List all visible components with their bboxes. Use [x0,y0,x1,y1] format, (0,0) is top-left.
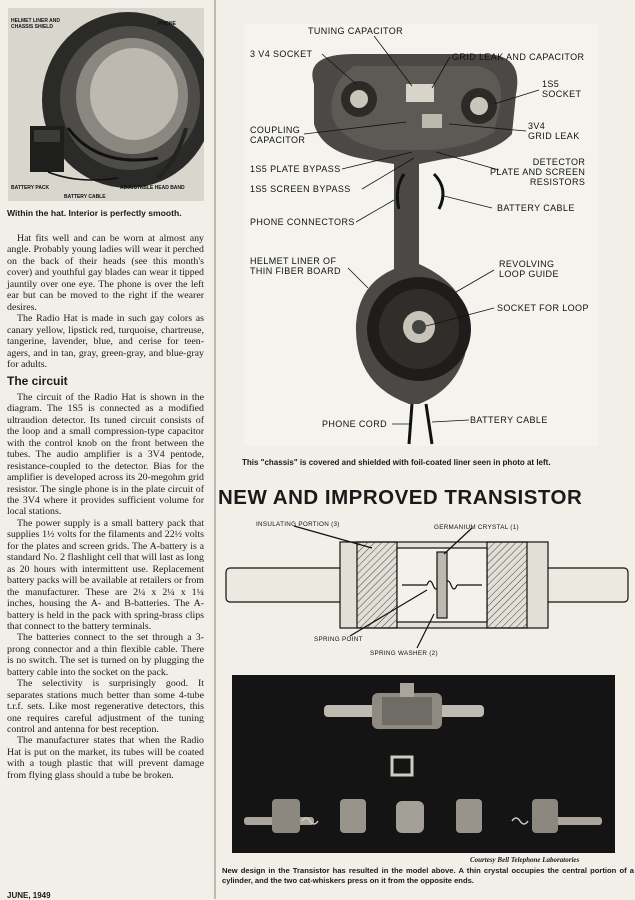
article-paragraph: The selectivity is surprisingly good. It separates stations much better than some 4-tube t.r.f. sets. Like most regenerative detectors, this one requires careful adjustment of the tuning control and antenna for best reception. [7,678,204,736]
battery-cable-label: BATTERY CABLE [64,194,106,200]
socket-1s5-line1: 1S5 [542,79,560,89]
battery-pack-label: BATTERY PACK [11,185,50,191]
battery-cable-bottom-label: BATTERY CABLE [470,415,548,425]
article-paragraph: Hat fits well and can be worn at almost any angle. Probably young ladies will wear it perched on the back of their heads (see this month's cover) and youthful gay blades can wear it tipped jauntily over one eye. The phone is over the left ear but can be moved to the right if the wearer desires. [7,233,204,313]
detector-line2: PLATE AND SCREEN [490,167,586,177]
article-paragraph: The Radio Hat is made in such gay colors as canary yellow, lipstick red, turquoise, chartreuse, tangerine, lavender, blue, and cerise for teen-agers, and in tan, gray, green-gray, and blue-gray for adults. [7,313,204,370]
detector-resistors-label [490,157,585,187]
battery-cable-label: BATTERY CABLE [497,203,575,213]
revolving-loop-guide-label [499,259,559,279]
chassis-photo-caption: This "chassis" is covered and shielded with foil-coated liner seen in photo at left. [242,458,551,467]
coupling-capacitor-label [250,125,305,145]
grid-leak-3v4-label [528,121,580,141]
germanium-crystal-label: GERMANIUM CRYSTAL (1) [434,524,519,531]
article-paragraph: The power supply is a small battery pack that supplies 1½ volts for the filaments and 22½ volts for the plates and screen grids. The A-battery is a standard No. 2 flashlight cell that will last as long as 20 hours with intermittent use. Replacement battery packs will be available at retailers or from the manufacturer. These are 2¼ x 2¼ x 1¼ inches, housing the A- and B-batteries. The A-battery is held in the pack with spring-brass clips that connect to the battery terminals. [7,517,204,632]
socket-1s5-line2: SOCKET [542,89,582,99]
detector-line3: RESISTORS [529,177,586,187]
helmet-liner-line2: THIN FIBER BOARD [250,266,341,276]
transistor-parts-photo [232,675,615,853]
plate-bypass-label: 1S5 PLATE BYPASS [250,164,341,174]
revolving-line1: REVOLVING [499,259,555,269]
socket-for-loop-label: SOCKET FOR LOOP [497,303,589,313]
article-paragraph: The circuit of the Radio Hat is shown in the diagram. The 1S5 is connected as a modified ultraudion detector. Its tuned circuit consists of the loop and a small compression-type capacitor with the control knob on the front between the tubes. The audio amplifier is a 3V4 pentode, resistance-coupled to the detector. Bias for the amplifier is developed across its 20-megohm grid resistor. The single phone is in the plate circuit of the 3V4 where it provides sufficient volume for local stations. [7,391,204,518]
article-paragraph: The batteries connect to the set through a 3-prong connector and a thin flexible cable. There is no switch. The set is turned on by plugging the battery cable into the socket on the pack. [7,632,204,678]
page-footer: JUNE, 1949 [7,891,51,900]
insulating-portion-label: INSULATING PORTION (3) [256,521,340,528]
socket-3v4-label: 3 V4 SOCKET [250,49,313,59]
screen-bypass-label: 1S5 SCREEN BYPASS [250,184,351,194]
spring-washer-label: SPRING WASHER (2) [370,650,438,657]
hat-illustration [8,8,204,201]
transistor-headline: NEW AND IMPROVED TRANSISTOR [218,486,583,509]
transistor-cross-section-diagram [222,518,632,663]
coupling-capacitor-line1: COUPLING [250,125,301,135]
coupling-capacitor-line2: CAPACITOR [250,135,306,145]
spring-point-label: SPRING POINT [314,636,363,643]
section-heading: The circuit [7,374,68,389]
transistor-parts-illustration [232,675,615,853]
grid-leak-3v4-line2: GRID LEAK [528,131,580,141]
socket-1s5-label [542,79,581,99]
radio-hat-interior-photo [8,8,204,201]
detector-line1: DETECTOR [532,157,586,167]
grid-leak-capacitor-label: GRID LEAK AND CAPACITOR [452,52,585,62]
phone-label: PHONE [158,21,176,27]
revolving-line2: LOOP GUIDE [499,269,559,279]
phone-connectors-label: PHONE CONNECTORS [250,217,355,227]
hat-photo-caption: Within the hat. Interior is perfectly smooth. [7,208,182,218]
transistor-photo-caption: New design in the Transistor has resulted in the model above. A thin crystal occupies the central portion of a cylinder, and the two cat-whiskers press on it from the opposite ends. [222,866,634,885]
grid-leak-3v4-line1: 3V4 [528,121,546,131]
article-paragraph: The manufacturer states that when the Radio Hat is put on the market, its tubes will be coated with a tough plastic that will prevent damage from flying glass should a tube be broken. [7,735,204,781]
helmet-liner-line1: HELMET LINER OF [250,256,337,266]
head-band-label: ADJUSTABLE HEAD BAND [120,185,185,191]
chassis-photo [244,24,598,446]
helmet-liner-label [250,256,341,276]
phone-cord-label: PHONE CORD [322,419,388,429]
article-body [7,233,204,781]
column-divider [214,0,216,899]
liner-label: HELMET LINER AND CHASSIS SHIELD [11,18,60,30]
photo-credit: Courtesy Bell Telephone Laboratories [470,856,580,864]
tuning-capacitor-label: TUNING CAPACITOR [308,26,404,36]
transistor-drawing [222,518,632,663]
